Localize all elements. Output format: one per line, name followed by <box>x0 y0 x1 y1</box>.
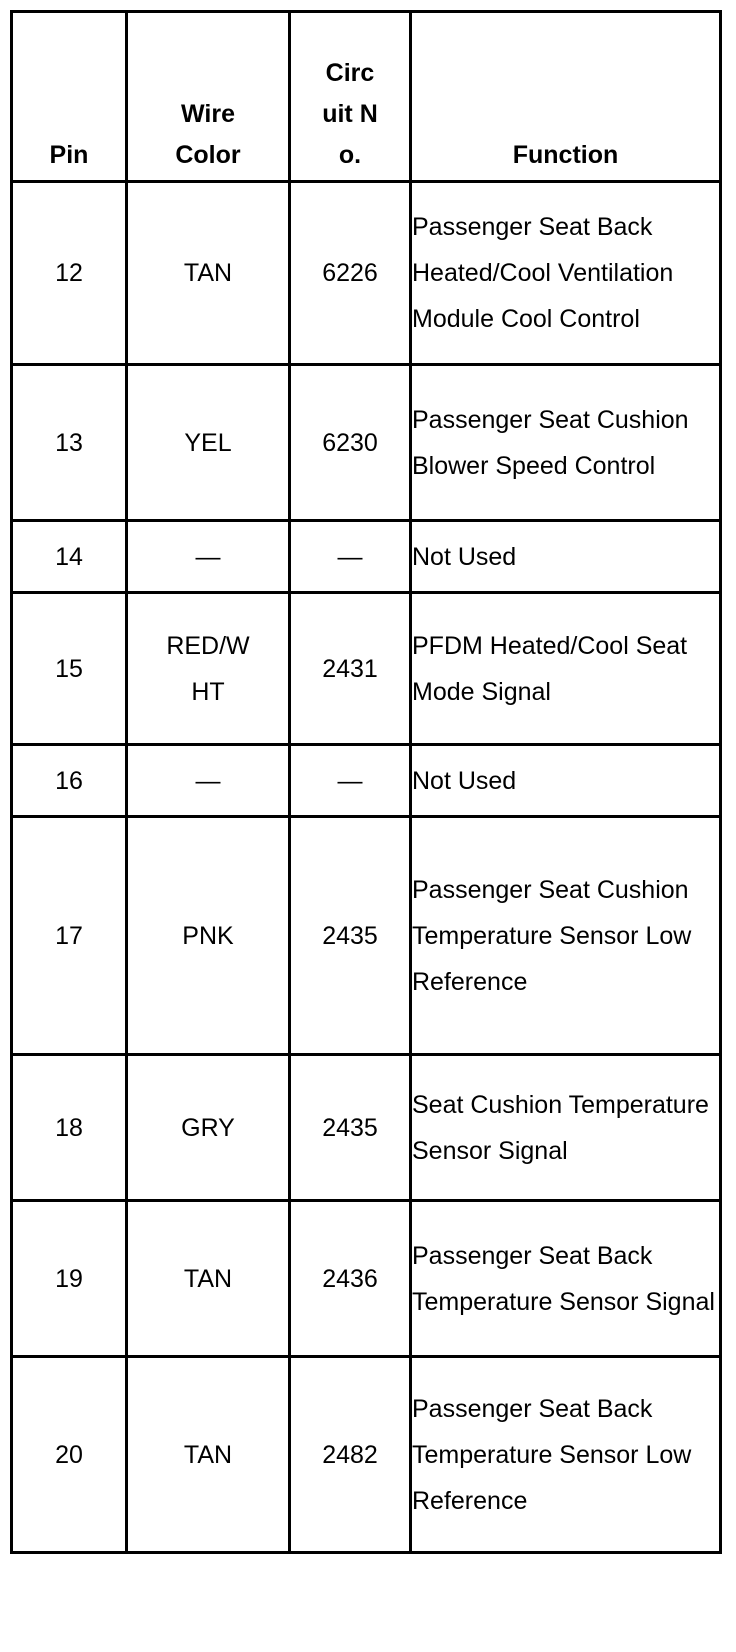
cell-wire-color <box>127 182 290 365</box>
cell-wire-color-label: RED/WHT <box>166 631 250 706</box>
cell-wire-color <box>127 521 290 593</box>
header-wire-color-label: Wire Color <box>175 100 241 169</box>
cell-pin: 14 <box>12 521 127 593</box>
cell-function-label: Passenger Seat Cushion Temperature Sensor Low Reference <box>412 875 692 996</box>
table-row <box>12 817 721 1055</box>
cell-function-label: Not Used <box>412 542 517 571</box>
cell-function <box>411 593 721 745</box>
table-row <box>12 521 721 593</box>
table-row <box>12 182 721 365</box>
cell-circuit-no: — <box>290 745 411 817</box>
cell-circuit-no: 2435 <box>290 1055 411 1201</box>
header-wire-color <box>127 12 290 182</box>
cell-function-label: PFDM Heated/Cool Seat Mode Signal <box>412 631 688 706</box>
cell-function <box>411 1201 721 1357</box>
cell-function <box>411 1055 721 1201</box>
cell-function-label: Not Used <box>412 766 517 795</box>
cell-pin: 16 <box>12 745 127 817</box>
cell-pin: 13 <box>12 365 127 521</box>
cell-wire-color <box>127 817 290 1055</box>
cell-pin: 20 <box>12 1357 127 1553</box>
cell-circuit-no: 6226 <box>290 182 411 365</box>
cell-function <box>411 817 721 1055</box>
table-row <box>12 745 721 817</box>
cell-wire-color-label: YEL <box>184 428 232 457</box>
cell-pin: 15 <box>12 593 127 745</box>
cell-function <box>411 521 721 593</box>
cell-circuit-no: 2435 <box>290 817 411 1055</box>
pin-function-table <box>10 10 722 1554</box>
cell-function <box>411 1357 721 1553</box>
cell-circuit-no: 2431 <box>290 593 411 745</box>
cell-function <box>411 365 721 521</box>
cell-wire-color-label: PNK <box>182 921 234 950</box>
cell-pin: 12 <box>12 182 127 365</box>
cell-wire-color-label: — <box>195 766 221 795</box>
header-pin <box>12 12 127 182</box>
cell-function-label: Passenger Seat Back Temperature Sensor Low Reference <box>412 1394 692 1515</box>
cell-function-label: Passenger Seat Back Temperature Sensor Signal <box>412 1241 715 1316</box>
cell-wire-color <box>127 745 290 817</box>
cell-circuit-no: — <box>290 521 411 593</box>
cell-pin: 17 <box>12 817 127 1055</box>
cell-wire-color-label: TAN <box>183 1440 233 1469</box>
header-circuit-no-label: Circuit No. <box>322 59 378 169</box>
table-row <box>12 1201 721 1357</box>
table-row <box>12 365 721 521</box>
cell-wire-color-label: TAN <box>183 1264 233 1293</box>
cell-wire-color-label: — <box>195 542 221 571</box>
table-row <box>12 593 721 745</box>
cell-function <box>411 182 721 365</box>
header-row <box>12 12 721 182</box>
cell-wire-color-label: GRY <box>181 1113 235 1142</box>
cell-function-label: Seat Cushion Temperature Sensor Signal <box>412 1090 709 1165</box>
cell-wire-color <box>127 365 290 521</box>
header-function <box>411 12 721 182</box>
header-pin-label: Pin <box>49 141 89 169</box>
table-row <box>12 1055 721 1201</box>
cell-circuit-no: 2482 <box>290 1357 411 1553</box>
cell-function <box>411 745 721 817</box>
cell-pin: 18 <box>12 1055 127 1201</box>
table-row <box>12 1357 721 1553</box>
cell-function-label: Passenger Seat Back Heated/Cool Ventilation Module Cool Control <box>412 213 674 333</box>
header-circuit-no <box>290 12 411 182</box>
cell-circuit-no: 6230 <box>290 365 411 521</box>
cell-wire-color <box>127 1357 290 1553</box>
header-function-label: Function <box>512 141 619 169</box>
cell-wire-color <box>127 593 290 745</box>
cell-circuit-no: 2436 <box>290 1201 411 1357</box>
cell-function-label: Passenger Seat Cushion Blower Speed Control <box>412 405 689 480</box>
cell-wire-color <box>127 1201 290 1357</box>
cell-pin: 19 <box>12 1201 127 1357</box>
cell-wire-color <box>127 1055 290 1201</box>
cell-wire-color-label: TAN <box>183 259 233 287</box>
